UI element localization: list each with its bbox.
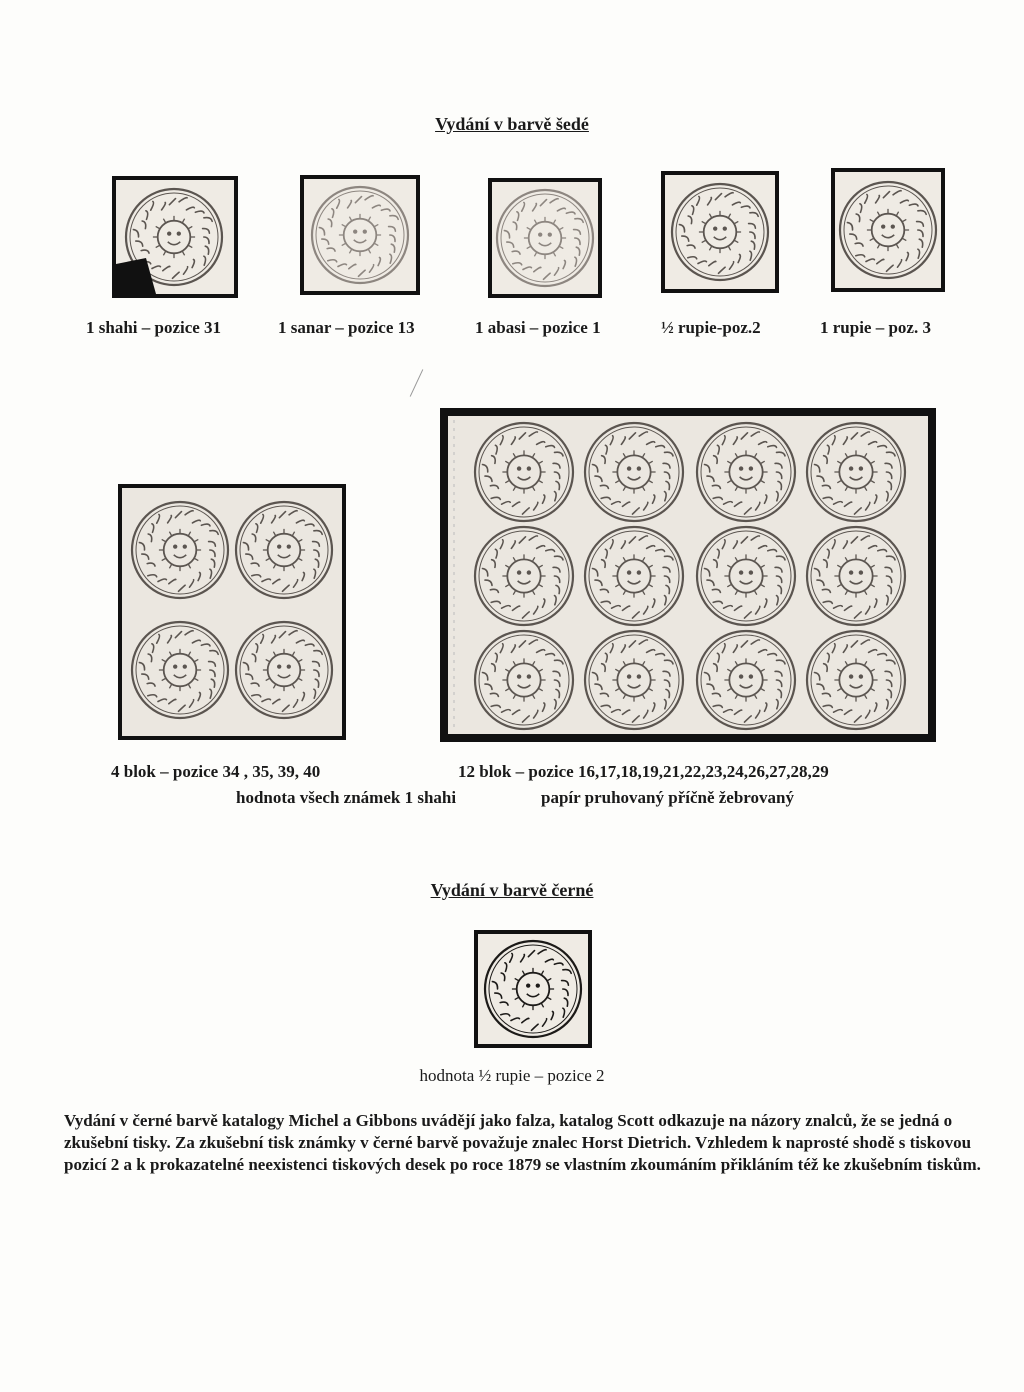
block-of-12 (440, 408, 936, 742)
grey-issue-heading: Vydání v barvě šedé (435, 114, 589, 134)
stamp-1-abasi (488, 178, 602, 298)
caption-block-12: 12 blok – pozice 16,17,18,19,21,22,23,24,26,27,28,29 (458, 762, 829, 781)
black-stamp-caption: hodnota ½ rupie – pozice 2 (419, 1066, 605, 1085)
caption-half-rupie: ½ rupie-poz.2 (661, 318, 761, 337)
caption-1-shahi: 1 shahi – pozice 31 (86, 318, 222, 337)
stamp-1-sanar (300, 175, 420, 295)
caption-1-sanar: 1 sanar – pozice 13 (278, 318, 415, 337)
black-issue-note: Vydání v černé barvě katalogy Michel a Gibbons uvádějí jako falza, katalog Scott odkazuje na názory znalců, že se jedná o zkušební tisky. Za zkušební tisk známky v černé barvě považuje znalec Horst Dietrich. Vzhledem k naprosté shodě s tiskovou pozicí 2 a k prokazatelné neexistenci tiskových desek po roce 1879 se vlastním zkoumáním přikláním též ke zkušebním tiskům. (64, 1111, 981, 1174)
stamp-black-half-rupie (474, 930, 592, 1048)
caption-1-rupie: 1 rupie – poz. 3 (820, 318, 931, 337)
paper-note: papír pruhovaný příčně žebrovaný (541, 788, 794, 807)
stamp-1-rupie (831, 168, 945, 292)
stamp-1-shahi (112, 176, 238, 298)
black-issue-heading: Vydání v barvě černé (430, 880, 594, 900)
block-of-4 (118, 484, 346, 740)
caption-block-4: 4 blok – pozice 34 , 35, 39, 40 (111, 762, 321, 781)
value-note: hodnota všech známek 1 shahi (236, 788, 457, 807)
stamp-half-rupie (661, 171, 779, 293)
caption-1-abasi: 1 abasi – pozice 1 (475, 318, 601, 337)
stray-mark (410, 369, 424, 397)
